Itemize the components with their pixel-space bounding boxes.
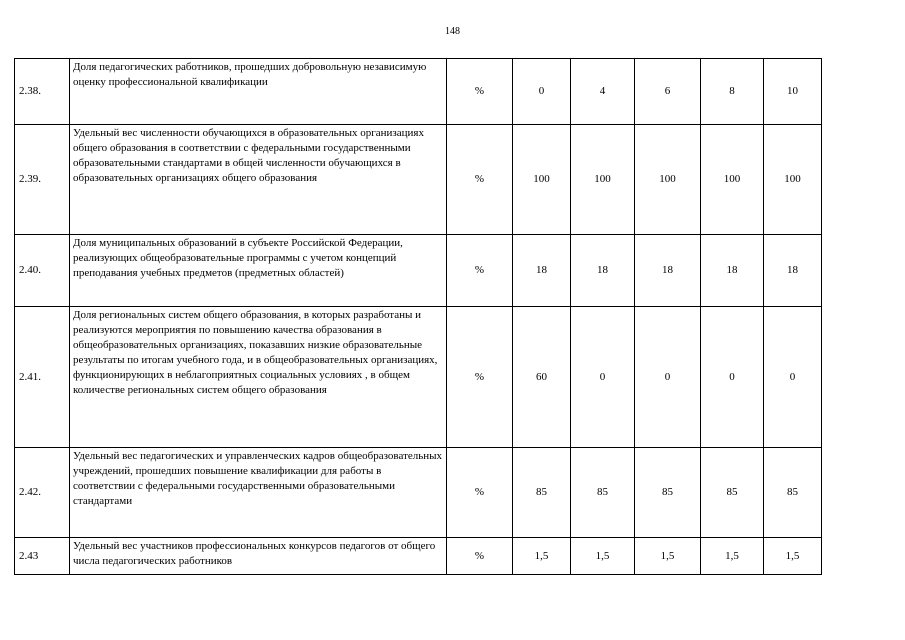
row-value: 85	[513, 448, 571, 538]
table-row	[15, 307, 822, 448]
row-description: Доля региональных систем общего образования, в которых разработаны и реализуются мероприятия по повышению качества образования в общеобразовательных организациях, показавших низкие образовательные результаты по итогам учебного года, и в общеобразовательных организациях, функционирующих в неблагоприятных социальных условиях , в общем количестве региональных систем общего образования	[70, 307, 447, 448]
row-unit: %	[447, 448, 513, 538]
row-number: 2.41.	[15, 307, 70, 448]
row-description: Удельный вес участников профессиональных конкурсов педагогов от общего числа педагогических работников	[70, 538, 447, 575]
row-value: 1,5	[635, 538, 701, 575]
row-description: Удельный вес численности обучающихся в образовательных организациях общего образования в соответствии с федеральными государственными образовательными стандартами в общей численности обучающихся в образовательных организациях общего образования	[70, 125, 447, 235]
row-value: 85	[635, 448, 701, 538]
row-value: 85	[764, 448, 822, 538]
table-row	[15, 538, 822, 575]
row-value: 18	[513, 235, 571, 307]
row-unit: %	[447, 235, 513, 307]
row-unit: %	[447, 125, 513, 235]
row-number: 2.43	[15, 538, 70, 575]
row-value: 8	[701, 59, 764, 125]
row-value: 18	[701, 235, 764, 307]
row-unit: %	[447, 538, 513, 575]
row-value: 85	[571, 448, 635, 538]
row-value: 18	[764, 235, 822, 307]
row-value: 1,5	[764, 538, 822, 575]
row-unit: %	[447, 307, 513, 448]
row-description: Доля педагогических работников, прошедших добровольную независимую оценку профессиональной квалификации	[70, 59, 447, 125]
row-number: 2.42.	[15, 448, 70, 538]
row-description: Доля муниципальных образований в субъекте Российской Федерации, реализующих общеобразовательные программы с учетом концепций преподавания учебных предметов (предметных областей)	[70, 235, 447, 307]
row-value: 1,5	[701, 538, 764, 575]
row-value: 100	[513, 125, 571, 235]
row-value: 0	[701, 307, 764, 448]
row-value: 0	[513, 59, 571, 125]
row-value: 0	[764, 307, 822, 448]
row-value: 1,5	[513, 538, 571, 575]
row-value: 4	[571, 59, 635, 125]
row-value: 10	[764, 59, 822, 125]
row-number: 2.39.	[15, 125, 70, 235]
row-description: Удельный вес педагогических и управленческих кадров общеобразовательных учреждений, прошедших повышение квалификации для работы в соответствии с федеральными государственными образовательными стандартами	[70, 448, 447, 538]
row-value: 100	[764, 125, 822, 235]
row-value: 1,5	[571, 538, 635, 575]
row-value: 100	[701, 125, 764, 235]
table-row	[15, 235, 822, 307]
row-value: 0	[635, 307, 701, 448]
indicators-table	[14, 58, 822, 575]
row-value: 60	[513, 307, 571, 448]
row-value: 6	[635, 59, 701, 125]
row-value: 18	[635, 235, 701, 307]
table-row	[15, 448, 822, 538]
row-unit: %	[447, 59, 513, 125]
row-value: 100	[635, 125, 701, 235]
row-number: 2.40.	[15, 235, 70, 307]
table-row	[15, 59, 822, 125]
row-value: 85	[701, 448, 764, 538]
row-value: 100	[571, 125, 635, 235]
row-number: 2.38.	[15, 59, 70, 125]
row-value: 0	[571, 307, 635, 448]
row-value: 18	[571, 235, 635, 307]
table-row	[15, 125, 822, 235]
page-number: 148	[445, 26, 460, 37]
